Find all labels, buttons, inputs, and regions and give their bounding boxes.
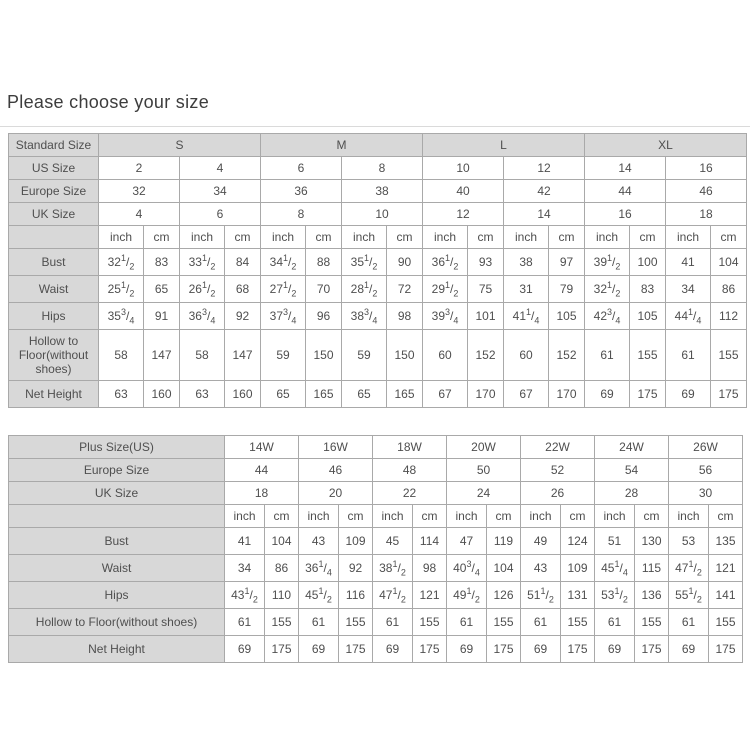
measure-cell: 43	[521, 555, 561, 582]
size-value-cell: 24W	[595, 436, 669, 459]
measure-cell: 34	[225, 555, 265, 582]
table-row	[9, 582, 743, 609]
measure-cell: 155	[630, 330, 666, 381]
measure-cell: 69	[666, 381, 711, 408]
table-row	[9, 276, 747, 303]
title-divider	[0, 126, 750, 127]
measure-cell: $38^3/_4$	[342, 303, 387, 330]
measure-cell: 150	[387, 330, 423, 381]
table-row	[9, 381, 747, 408]
size-group-header: M	[261, 134, 423, 157]
size-value-cell: 42	[504, 180, 585, 203]
unit-header: cm	[387, 226, 423, 249]
table-row	[9, 482, 743, 505]
measure-cell: $44^1/_4$	[666, 303, 711, 330]
measure-cell: 84	[225, 249, 261, 276]
measure-cell: 83	[144, 249, 180, 276]
measure-cell: 101	[468, 303, 504, 330]
measure-cell: 34	[666, 276, 711, 303]
measure-cell: 61	[225, 609, 265, 636]
unit-header: inch	[342, 226, 387, 249]
size-value-cell: 26	[521, 482, 595, 505]
size-value-cell: 20W	[447, 436, 521, 459]
measure-cell: 121	[709, 555, 743, 582]
measure-cell: 105	[630, 303, 666, 330]
measure-cell: $39^1/_2$	[585, 249, 630, 276]
measure-cell: 61	[595, 609, 635, 636]
size-value-cell: 4	[99, 203, 180, 226]
measure-cell: $29^1/_2$	[423, 276, 468, 303]
row-label: Hips	[9, 303, 99, 330]
measure-cell: 152	[468, 330, 504, 381]
size-value-cell: 24	[447, 482, 521, 505]
measure-cell: 119	[487, 528, 521, 555]
measure-cell: 98	[387, 303, 423, 330]
unit-header: cm	[339, 505, 373, 528]
measure-cell: 155	[339, 609, 373, 636]
row-label	[9, 226, 99, 249]
table-row	[9, 226, 747, 249]
measure-cell: 61	[666, 330, 711, 381]
measure-cell: 69	[373, 636, 413, 663]
measure-cell: 86	[265, 555, 299, 582]
measure-cell: 58	[180, 330, 225, 381]
measure-cell: $47^1/_2$	[373, 582, 413, 609]
measure-cell: 152	[549, 330, 585, 381]
table-row	[9, 134, 747, 157]
table-row	[9, 636, 743, 663]
measure-cell: 60	[423, 330, 468, 381]
measure-cell: 104	[265, 528, 299, 555]
measure-cell: 109	[339, 528, 373, 555]
measure-cell: 86	[711, 276, 747, 303]
measure-cell: $55^1/_2$	[669, 582, 709, 609]
size-value-cell: 36	[261, 180, 342, 203]
unit-header: cm	[709, 505, 743, 528]
measure-cell: 41	[225, 528, 265, 555]
table-row	[9, 505, 743, 528]
size-value-cell: 26W	[669, 436, 743, 459]
unit-header: inch	[423, 226, 468, 249]
measure-cell: 69	[585, 381, 630, 408]
row-label: UK Size	[9, 203, 99, 226]
measure-cell: 98	[413, 555, 447, 582]
size-value-cell: 6	[180, 203, 261, 226]
measure-cell: 69	[521, 636, 561, 663]
measure-cell: 97	[549, 249, 585, 276]
unit-header: inch	[225, 505, 265, 528]
measure-cell: 124	[561, 528, 595, 555]
size-value-cell: 40	[423, 180, 504, 203]
measure-cell: 93	[468, 249, 504, 276]
measure-cell: 112	[711, 303, 747, 330]
measure-cell: $34^1/_2$	[261, 249, 306, 276]
size-value-cell: 48	[373, 459, 447, 482]
measure-cell: 175	[711, 381, 747, 408]
measure-cell: 75	[468, 276, 504, 303]
measure-cell: $53^1/_2$	[595, 582, 635, 609]
measure-cell: 91	[144, 303, 180, 330]
row-label	[9, 505, 225, 528]
measure-cell: 92	[225, 303, 261, 330]
plus-size-table	[8, 435, 743, 663]
unit-header: cm	[265, 505, 299, 528]
unit-header: cm	[413, 505, 447, 528]
measure-cell: 61	[669, 609, 709, 636]
size-value-cell: 10	[342, 203, 423, 226]
measure-cell: $27^1/_2$	[261, 276, 306, 303]
measure-cell: 147	[144, 330, 180, 381]
size-value-cell: 16	[585, 203, 666, 226]
measure-cell: 38	[504, 249, 549, 276]
measure-cell: $51^1/_2$	[521, 582, 561, 609]
measure-cell: 175	[709, 636, 743, 663]
table-row	[9, 528, 743, 555]
size-value-cell: 46	[299, 459, 373, 482]
measure-cell: $42^3/_4$	[585, 303, 630, 330]
size-value-cell: 14	[585, 157, 666, 180]
row-label: Europe Size	[9, 180, 99, 203]
size-group-header: S	[99, 134, 261, 157]
measure-cell: 165	[306, 381, 342, 408]
measure-cell: 41	[666, 249, 711, 276]
unit-header: cm	[549, 226, 585, 249]
measure-cell: 155	[561, 609, 595, 636]
measure-cell: 47	[447, 528, 487, 555]
size-value-cell: 38	[342, 180, 423, 203]
measure-cell: 69	[595, 636, 635, 663]
unit-header: inch	[669, 505, 709, 528]
measure-cell: 59	[342, 330, 387, 381]
size-value-cell: 44	[585, 180, 666, 203]
measure-cell: 175	[630, 381, 666, 408]
unit-header: inch	[299, 505, 339, 528]
measure-cell: 72	[387, 276, 423, 303]
size-value-cell: 12	[423, 203, 504, 226]
measure-cell: 65	[144, 276, 180, 303]
size-value-cell: 54	[595, 459, 669, 482]
measure-cell: $49^1/_2$	[447, 582, 487, 609]
measure-cell: $26^1/_2$	[180, 276, 225, 303]
measure-cell: 43	[299, 528, 339, 555]
unit-header: cm	[468, 226, 504, 249]
table-row	[9, 609, 743, 636]
measure-cell: 126	[487, 582, 521, 609]
measure-cell: $38^1/_2$	[373, 555, 413, 582]
size-value-cell: 16	[666, 157, 747, 180]
size-value-cell: 34	[180, 180, 261, 203]
measure-cell: 79	[549, 276, 585, 303]
table-row	[9, 157, 747, 180]
measure-cell: 155	[487, 609, 521, 636]
measure-cell: $45^1/_2$	[299, 582, 339, 609]
plus-size-table-container	[8, 435, 742, 663]
measure-cell: 60	[504, 330, 549, 381]
unit-header: cm	[635, 505, 669, 528]
size-value-cell: 6	[261, 157, 342, 180]
measure-cell: 83	[630, 276, 666, 303]
size-value-cell: 16W	[299, 436, 373, 459]
size-value-cell: 56	[669, 459, 743, 482]
measure-cell: 88	[306, 249, 342, 276]
measure-cell: 90	[387, 249, 423, 276]
measure-cell: 65	[342, 381, 387, 408]
measure-cell: 61	[447, 609, 487, 636]
table-row	[9, 436, 743, 459]
unit-header: inch	[585, 226, 630, 249]
row-label: Standard Size	[9, 134, 99, 157]
measure-cell: 69	[669, 636, 709, 663]
measure-cell: $43^1/_2$	[225, 582, 265, 609]
size-value-cell: 14	[504, 203, 585, 226]
measure-cell: 61	[373, 609, 413, 636]
measure-cell: 109	[561, 555, 595, 582]
size-value-cell: 8	[261, 203, 342, 226]
size-value-cell: 18	[666, 203, 747, 226]
row-label: Waist	[9, 276, 99, 303]
size-value-cell: 14W	[225, 436, 299, 459]
measure-cell: $40^3/_4$	[447, 555, 487, 582]
measure-cell: 141	[709, 582, 743, 609]
measure-cell: 160	[225, 381, 261, 408]
measure-cell: 170	[549, 381, 585, 408]
row-label: Hollow to Floor(without shoes)	[9, 609, 225, 636]
measure-cell: 104	[711, 249, 747, 276]
row-label: Net Height	[9, 381, 99, 408]
measure-cell: $28^1/_2$	[342, 276, 387, 303]
measure-cell: $35^3/_4$	[99, 303, 144, 330]
measure-cell: 58	[99, 330, 144, 381]
size-value-cell: 22	[373, 482, 447, 505]
unit-header: cm	[306, 226, 342, 249]
measure-cell: 63	[99, 381, 144, 408]
measure-cell: $33^1/_2$	[180, 249, 225, 276]
unit-header: inch	[447, 505, 487, 528]
unit-header: cm	[225, 226, 261, 249]
size-value-cell: 10	[423, 157, 504, 180]
measure-cell: $36^1/_4$	[299, 555, 339, 582]
measure-cell: 170	[468, 381, 504, 408]
measure-cell: 114	[413, 528, 447, 555]
measure-cell: 59	[261, 330, 306, 381]
size-value-cell: 52	[521, 459, 595, 482]
measure-cell: 67	[504, 381, 549, 408]
unit-header: inch	[666, 226, 711, 249]
measure-cell: 116	[339, 582, 373, 609]
measure-cell: $35^1/_2$	[342, 249, 387, 276]
row-label: Plus Size(US)	[9, 436, 225, 459]
measure-cell: 100	[630, 249, 666, 276]
measure-cell: 53	[669, 528, 709, 555]
measure-cell: 61	[299, 609, 339, 636]
unit-header: cm	[711, 226, 747, 249]
measure-cell: 147	[225, 330, 261, 381]
table-row	[9, 180, 747, 203]
unit-header: cm	[630, 226, 666, 249]
row-label: Waist	[9, 555, 225, 582]
size-value-cell: 8	[342, 157, 423, 180]
measure-cell: 155	[711, 330, 747, 381]
table-row	[9, 203, 747, 226]
measure-cell: $32^1/_2$	[585, 276, 630, 303]
measure-cell: 155	[635, 609, 669, 636]
size-value-cell: 46	[666, 180, 747, 203]
unit-header: inch	[261, 226, 306, 249]
size-value-cell: 22W	[521, 436, 595, 459]
size-value-cell: 44	[225, 459, 299, 482]
row-label: Bust	[9, 528, 225, 555]
measure-cell: $37^3/_4$	[261, 303, 306, 330]
measure-cell: $39^3/_4$	[423, 303, 468, 330]
measure-cell: 131	[561, 582, 595, 609]
measure-cell: 45	[373, 528, 413, 555]
measure-cell: 68	[225, 276, 261, 303]
measure-cell: $25^1/_2$	[99, 276, 144, 303]
standard-size-table	[8, 133, 747, 408]
measure-cell: 65	[261, 381, 306, 408]
measure-cell: 96	[306, 303, 342, 330]
unit-header: inch	[521, 505, 561, 528]
table-row	[9, 303, 747, 330]
table-row	[9, 555, 743, 582]
measure-cell: $41^1/_4$	[504, 303, 549, 330]
unit-header: cm	[561, 505, 595, 528]
measure-cell: 70	[306, 276, 342, 303]
measure-cell: 175	[339, 636, 373, 663]
measure-cell: 175	[635, 636, 669, 663]
row-label: Bust	[9, 249, 99, 276]
row-label: Europe Size	[9, 459, 225, 482]
measure-cell: 155	[413, 609, 447, 636]
measure-cell: 121	[413, 582, 447, 609]
unit-header: inch	[99, 226, 144, 249]
row-label: UK Size	[9, 482, 225, 505]
measure-cell: 104	[487, 555, 521, 582]
size-value-cell: 20	[299, 482, 373, 505]
unit-header: cm	[144, 226, 180, 249]
size-value-cell: 32	[99, 180, 180, 203]
size-value-cell: 12	[504, 157, 585, 180]
measure-cell: 135	[709, 528, 743, 555]
measure-cell: 115	[635, 555, 669, 582]
measure-cell: 51	[595, 528, 635, 555]
measure-cell: 150	[306, 330, 342, 381]
measure-cell: 61	[521, 609, 561, 636]
size-value-cell: 18	[225, 482, 299, 505]
measure-cell: 69	[447, 636, 487, 663]
table-row	[9, 459, 743, 482]
unit-header: inch	[373, 505, 413, 528]
measure-cell: 175	[487, 636, 521, 663]
measure-cell: 175	[413, 636, 447, 663]
size-value-cell: 4	[180, 157, 261, 180]
unit-header: cm	[487, 505, 521, 528]
measure-cell: 175	[561, 636, 595, 663]
measure-cell: $36^3/_4$	[180, 303, 225, 330]
measure-cell: 155	[709, 609, 743, 636]
unit-header: inch	[180, 226, 225, 249]
measure-cell: 63	[180, 381, 225, 408]
measure-cell: 105	[549, 303, 585, 330]
size-group-header: XL	[585, 134, 747, 157]
measure-cell: 92	[339, 555, 373, 582]
size-value-cell: 30	[669, 482, 743, 505]
measure-cell: 136	[635, 582, 669, 609]
row-label: Net Height	[9, 636, 225, 663]
measure-cell: 61	[585, 330, 630, 381]
measure-cell: $32^1/_2$	[99, 249, 144, 276]
size-value-cell: 50	[447, 459, 521, 482]
measure-cell: 110	[265, 582, 299, 609]
measure-cell: $45^1/_4$	[595, 555, 635, 582]
table-row	[9, 330, 747, 381]
table-row	[9, 249, 747, 276]
measure-cell: $36^1/_2$	[423, 249, 468, 276]
unit-header: inch	[595, 505, 635, 528]
measure-cell: 155	[265, 609, 299, 636]
measure-cell: 175	[265, 636, 299, 663]
size-value-cell: 28	[595, 482, 669, 505]
measure-cell: 160	[144, 381, 180, 408]
measure-cell: 49	[521, 528, 561, 555]
row-label: Hollow to Floor(without shoes)	[9, 330, 99, 381]
page-title: Please choose your size	[7, 92, 210, 112]
measure-cell: 67	[423, 381, 468, 408]
row-label: Hips	[9, 582, 225, 609]
measure-cell: 31	[504, 276, 549, 303]
measure-cell: 130	[635, 528, 669, 555]
standard-size-table-container	[8, 133, 742, 408]
size-group-header: L	[423, 134, 585, 157]
measure-cell: 165	[387, 381, 423, 408]
measure-cell: $47^1/_2$	[669, 555, 709, 582]
measure-cell: 69	[225, 636, 265, 663]
row-label: US Size	[9, 157, 99, 180]
unit-header: inch	[504, 226, 549, 249]
size-value-cell: 18W	[373, 436, 447, 459]
measure-cell: 69	[299, 636, 339, 663]
size-value-cell: 2	[99, 157, 180, 180]
